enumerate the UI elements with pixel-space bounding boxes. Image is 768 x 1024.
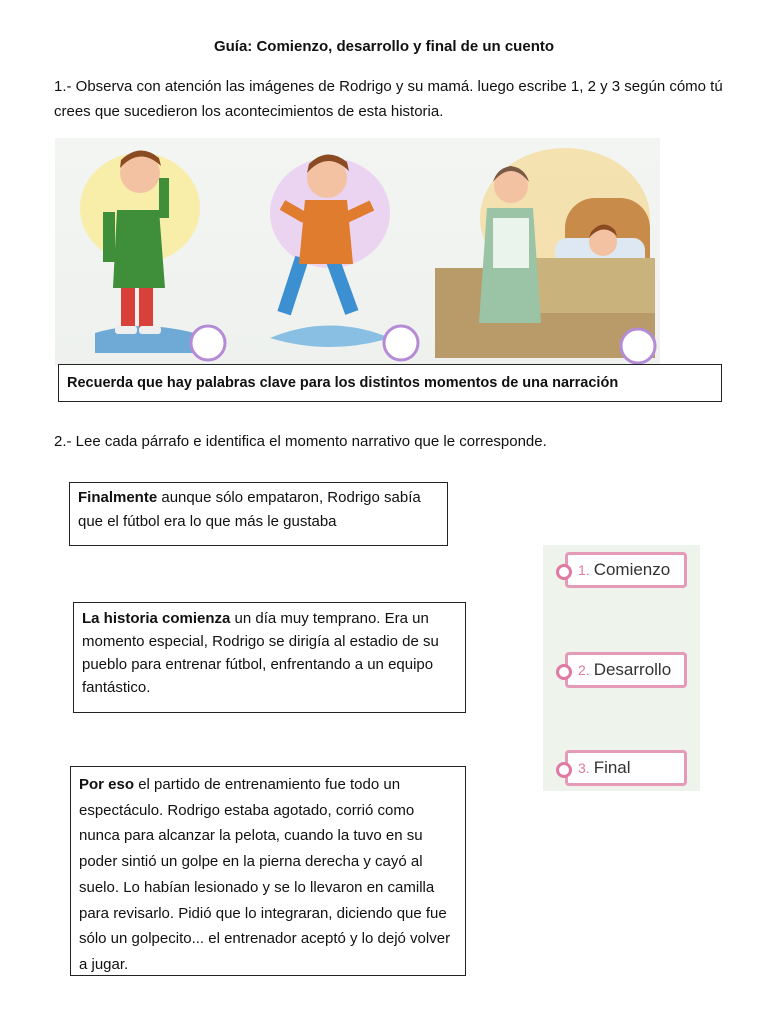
tag-final: [565, 750, 687, 786]
ring-icon: [556, 762, 572, 778]
tag-comienzo: [565, 552, 687, 588]
tag-desarrollo: [565, 652, 687, 688]
paragraph-text: aunque sólo empataron, Rodrigo sabía que el fútbol era lo que más le gustaba: [78, 489, 421, 530]
ring-icon: [556, 564, 572, 580]
answer-circle-3: [621, 329, 655, 363]
reminder-box: Recuerda que hay palabras clave para los distintos momentos de una narración: [58, 364, 722, 402]
narrative-tags-legend: [543, 545, 700, 791]
ring-icon: [556, 664, 572, 680]
keyword: La historia comienza: [82, 610, 231, 627]
question-2: 2.- Lee cada párrafo e identifica el momento narrativo que le corresponde.: [54, 433, 547, 450]
paragraph-box-3: [70, 766, 466, 976]
paragraph-box-2: [73, 602, 466, 713]
keyword: Finalmente: [78, 489, 158, 506]
story-illustrations: [55, 138, 660, 366]
tag-number: 2.: [578, 662, 590, 678]
tag-label: Comienzo: [593, 560, 671, 579]
sick-boy-in-bed-illustration: [435, 148, 655, 358]
tag-label: Final: [593, 758, 631, 777]
tag-label: Desarrollo: [593, 660, 672, 679]
answer-circle-2: [384, 326, 418, 360]
keyword: Por eso: [79, 776, 135, 793]
tag-number: 1.: [578, 562, 590, 578]
paragraph-text: el partido de entrenamiento fue todo un espectáculo. Rodrigo estaba agotado, corrió como nunca para alcanzar la pelota, cuando la tuvo en su poder sintió un golpe en la pierna derecha y cayó al suelo. Lo habían lesionado y se lo llevaron en camilla para revisarlo. Pidió que lo integraran, diciendo que fue sólo un golpecito... el entrenador aceptó y lo dejó volver a jugar.: [79, 776, 451, 973]
wet-boy-illustration: [80, 150, 205, 353]
paragraph-box-1: [69, 482, 448, 546]
tag-number: 3.: [578, 760, 590, 776]
question-1: 1.- Observa con atención las imágenes de Rodrigo y su mamá. luego escribe 1, 2 y 3 según cómo tú crees que sucedieron los acontecimientos de esta historia.: [54, 78, 723, 120]
answer-circle-1: [191, 326, 225, 360]
splashing-boy-illustration: [270, 154, 390, 347]
page-title: Guía: Comienzo, desarrollo y final de un cuento: [213, 38, 555, 55]
paragraph-text: un día muy temprano. Era un momento especial, Rodrigo se dirigía al estadio de su pueblo para entrenar fútbol, enfrentando a un equipo fantástico.: [82, 610, 439, 696]
